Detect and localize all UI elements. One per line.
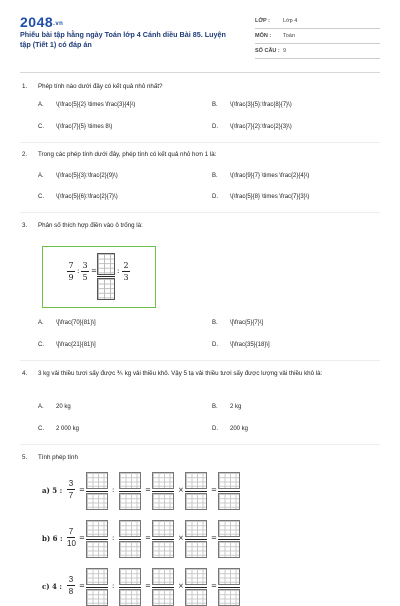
meta-grade <box>255 16 380 29</box>
operator-sign: = <box>211 534 217 542</box>
answer-denominator-box[interactable] <box>185 541 207 558</box>
operator-sign: : <box>112 582 115 590</box>
fraction-bar <box>185 491 207 492</box>
row-fraction: 7 10 <box>67 527 76 548</box>
answer-denominator-box[interactable] <box>86 493 108 510</box>
fraction-bar <box>86 539 108 540</box>
fraction-7-9: 7 9 <box>68 261 74 282</box>
operator-sign: = <box>145 534 151 542</box>
fraction-bar <box>152 491 174 492</box>
fraction-bar <box>119 491 141 492</box>
math-expression-box <box>42 246 156 308</box>
meta-key: MÔN : <box>255 33 272 39</box>
page-title: Phiếu bài tập hằng ngày Toán lớp 4 Cánh diều Bài 85. Luyện tập (Tiết 1) có đáp án <box>20 30 226 49</box>
answer-numerator-box[interactable] <box>218 520 240 537</box>
fraction-3-5: 3 5 <box>82 261 88 282</box>
fraction-bar <box>218 539 240 540</box>
answer-denominator-box[interactable] <box>97 278 115 300</box>
question-number: 2. <box>22 151 28 158</box>
row-fraction: 3 7 <box>68 479 74 500</box>
meta-count <box>255 46 380 59</box>
answer-denominator-box[interactable] <box>185 589 207 606</box>
operator-sign: = <box>145 486 151 494</box>
question-text: 3 kg vải thiều tươi sấy được ⅗ kg vải thiều khô. Vậy 5 tạ vải thiều tươi sấy được lượng vải thiều khô là: <box>38 370 323 377</box>
answer-denominator-box[interactable] <box>152 493 174 510</box>
answer-numerator-box[interactable] <box>119 568 141 585</box>
divider <box>20 360 380 361</box>
meta-key: SỐ CÂU : <box>255 48 280 54</box>
meta-key: LỚP : <box>255 18 270 24</box>
divide-sign: : <box>77 267 80 275</box>
question-text: Phân số thích hợp điền vào ô trống là: <box>38 222 143 229</box>
fraction-bar <box>152 539 174 540</box>
fraction-bar <box>218 491 240 492</box>
answer-numerator-box[interactable] <box>185 472 207 489</box>
meta-value: Toán <box>283 33 295 39</box>
meta-value: 9 <box>283 48 287 54</box>
answer-denominator-box[interactable] <box>218 493 240 510</box>
operator-sign: = <box>79 534 85 542</box>
operator-sign: × <box>178 534 184 542</box>
answer-denominator-box[interactable] <box>218 541 240 558</box>
operator-sign: × <box>178 486 184 494</box>
operator-sign: = <box>79 486 85 494</box>
fraction-bar <box>185 539 207 540</box>
answer-denominator-box[interactable] <box>86 541 108 558</box>
fraction-bar <box>119 587 141 588</box>
answer-denominator-box[interactable] <box>185 493 207 510</box>
row-label: a) 5 : <box>42 486 63 495</box>
operator-sign: : <box>112 534 115 542</box>
answer-numerator-box[interactable] <box>97 253 115 275</box>
answer-numerator-box[interactable] <box>119 472 141 489</box>
divider <box>20 212 380 213</box>
question-number: 3. <box>22 222 28 229</box>
answer-numerator-box[interactable] <box>152 520 174 537</box>
answer-numerator-box[interactable] <box>119 520 141 537</box>
row-label: c) 4 : <box>42 582 62 591</box>
operator-sign: × <box>178 582 184 590</box>
fraction-bar <box>152 587 174 588</box>
answer-denominator-box[interactable] <box>218 589 240 606</box>
question-number: 5. <box>22 454 28 461</box>
answer-denominator-box[interactable] <box>119 589 141 606</box>
answer-denominator-box[interactable] <box>119 541 141 558</box>
answer-numerator-box[interactable] <box>185 520 207 537</box>
meta-value: Lớp 4 <box>283 18 298 24</box>
meta-subject <box>255 31 380 44</box>
fraction-2-3: 2 3 <box>123 261 129 282</box>
fraction-bar <box>97 276 115 277</box>
row-fraction: 3 8 <box>68 575 74 596</box>
row-label: b) 6 : <box>42 534 63 543</box>
question-number: 4. <box>22 370 28 377</box>
answer-numerator-box[interactable] <box>86 568 108 585</box>
answer-denominator-box[interactable] <box>152 589 174 606</box>
fraction-bar <box>86 491 108 492</box>
answer-denominator-box[interactable] <box>152 541 174 558</box>
fraction-bar <box>185 587 207 588</box>
operator-sign: = <box>145 582 151 590</box>
answer-numerator-box[interactable] <box>218 568 240 585</box>
question-text: Tính phép tính <box>38 454 78 461</box>
answer-numerator-box[interactable] <box>152 568 174 585</box>
operator-sign: = <box>211 582 217 590</box>
fraction-bar <box>86 587 108 588</box>
equals-sign: = <box>91 267 97 275</box>
question-number: 1. <box>22 83 28 90</box>
answer-numerator-box[interactable] <box>86 520 108 537</box>
operator-sign: = <box>79 582 85 590</box>
question-text: Phép tính nào dưới đây có kết quả nhỏ nhất? <box>38 83 163 90</box>
operator-sign: : <box>112 486 115 494</box>
divider <box>20 142 380 143</box>
question-text: Trong các phép tính dưới đây, phép tính có kết quả nhỏ hơn 1 là: <box>38 151 217 158</box>
header-divider <box>20 72 380 73</box>
answer-numerator-box[interactable] <box>218 472 240 489</box>
operator-sign: = <box>211 486 217 494</box>
fraction-bar <box>119 539 141 540</box>
answer-denominator-box[interactable] <box>119 493 141 510</box>
answer-numerator-box[interactable] <box>152 472 174 489</box>
answer-denominator-box[interactable] <box>86 589 108 606</box>
answer-numerator-box[interactable] <box>86 472 108 489</box>
answer-numerator-box[interactable] <box>185 568 207 585</box>
divide-sign: : <box>117 267 120 275</box>
divider <box>20 444 380 445</box>
fraction-bar <box>218 587 240 588</box>
site-logo[interactable]: 2048.vn <box>20 14 64 30</box>
logo-suffix: .vn <box>53 21 64 27</box>
